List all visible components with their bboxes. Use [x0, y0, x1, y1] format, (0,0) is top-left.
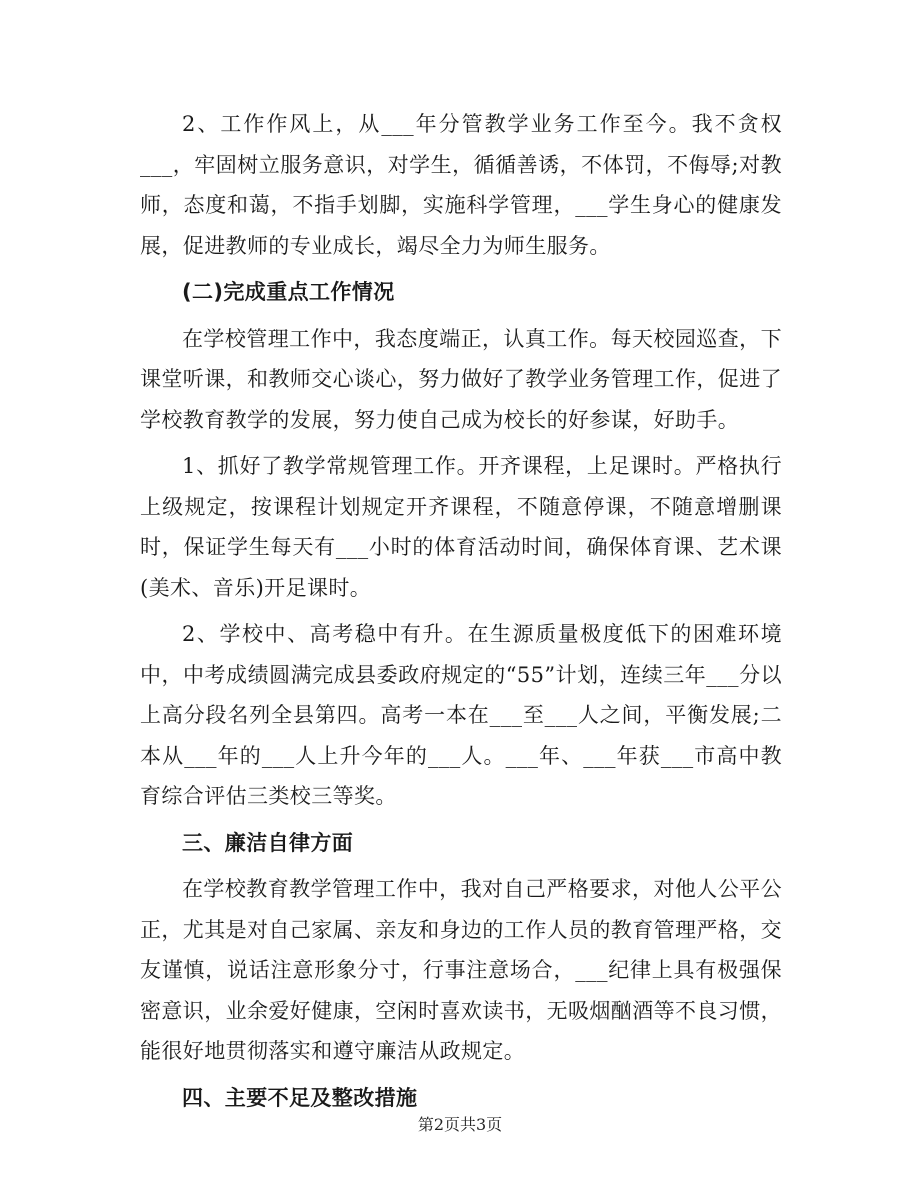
- paragraph-work-style: 2、工作作风上，从___年分管教学业务工作至今。我不贪权___，牢固树立服务意识，对学生，循循善诱，不体罚，不侮辱;对教师，态度和蔼，不指手划脚，实施科学管理，___学生身心的健康发展，促进教师的专业成长，竭尽全力为师生服务。: [140, 112, 782, 258]
- page-number-footer: 第2页共3页: [417, 1115, 503, 1134]
- paragraph-exam-results: 2、学校中、高考稳中有升。在生源质量极度低下的困难环境中，中考成绩圆满完成县委政府规定的“55”计划，连续三年___分以上高分段名列全县第四。高考一本在___至___人之间，平衡发展;二本从___年的___人上升今年的___人。___年、___年获___市高中教育综合评估三类校三等奖。: [140, 622, 782, 808]
- section-heading-integrity: 三、廉洁自律方面: [182, 830, 354, 855]
- paragraph-school-management: 在学校管理工作中，我态度端正，认真工作。每天校园巡查，下课堂听课，和教师交心谈心，努力做好了教学业务管理工作，促进了学校教育教学的发展，努力使自己成为校长的好参谋，好助手。: [140, 326, 782, 432]
- paragraph-routine-management: 1、抓好了教学常规管理工作。开齐课程，上足课时。严格执行上级规定，按课程计划规定开齐课程，不随意停课，不随意增删课时，保证学生每天有___小时的体育活动时间，确保体育课、艺术课(美术、音乐)开足课时。: [140, 454, 782, 600]
- section-heading-shortcomings: 四、主要不足及整改措施: [182, 1085, 418, 1110]
- section-heading-key-work: (二)完成重点工作情况: [182, 280, 395, 304]
- paragraph-self-discipline: 在学校教育教学管理工作中，我对自己严格要求，对他人公平公正，尤其是对自己家属、亲友和身边的工作人员的教育管理严格，交友谨慎，说话注意形象分寸，行事注意场合，___纪律上具有极强保密意识，业余爱好健康，空闲时喜欢读书，无吸烟酗酒等不良习惯，能很好地贯彻落实和遵守廉洁从政规定。: [140, 877, 782, 1063]
- document-page: [140, 104, 782, 1118]
